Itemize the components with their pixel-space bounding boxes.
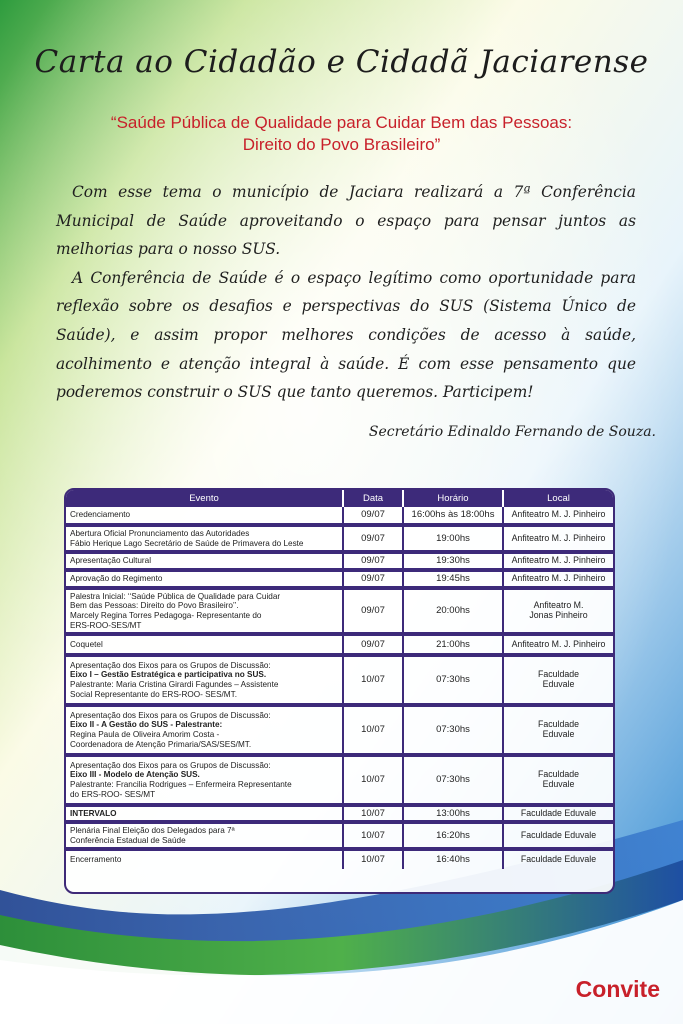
table-row — [66, 525, 613, 552]
local-line: Anfiteatro M. J. Pinheiro — [511, 638, 606, 649]
cell-data: 10/07 — [343, 705, 403, 755]
local-line: Faculdade Eduvale — [520, 807, 597, 818]
theme-subtitle — [40, 112, 643, 156]
evento-line: Palestrante: Francilia Rodrigues – Enfermeira Representante — [70, 780, 292, 789]
cell-horario: 19:00hs — [403, 525, 503, 552]
cell-local — [503, 634, 613, 655]
cell-horario: 20:00hs — [403, 588, 503, 634]
local-line: Faculdade — [537, 719, 580, 730]
table-row — [66, 849, 613, 869]
table-row — [66, 634, 613, 655]
evento-line: Fábio Herique Lago Secretário de Saúde de Primavera do Leste — [70, 538, 304, 548]
cell-local — [503, 570, 613, 588]
cell-evento — [66, 525, 343, 552]
cell-local — [503, 588, 613, 634]
invitation-label: Convite — [575, 976, 660, 1002]
evento-line: Regina Paula de Oliveira Amorim Costa - — [70, 730, 220, 739]
cell-horario: 16:40hs — [403, 849, 503, 869]
local-line: Faculdade — [537, 769, 580, 780]
letter-body — [56, 178, 636, 407]
cell-local — [503, 805, 613, 822]
cell-local — [503, 822, 613, 849]
table-row — [66, 805, 613, 822]
cell-horario: 13:00hs — [403, 805, 503, 822]
cell-horario: 07:30hs — [403, 755, 503, 805]
evento-line: Coordenadora de Atenção Primaria/SAS/SES/MT. — [70, 739, 252, 749]
local-line: Eduvale — [542, 779, 575, 789]
subtitle-line-1: “Saúde Pública de Qualidade para Cuidar Bem das Pessoas: — [110, 113, 573, 132]
evento-line: Eixo II - A Gestão do SUS - Palestrante: — [70, 720, 223, 730]
evento-line: Palestrante: Maria Cristina Girardi Fagundes – Assistente — [70, 680, 279, 689]
local-line: Anfiteatro M. J. Pinheiro — [511, 555, 606, 566]
cell-evento — [66, 705, 343, 755]
body-paragraph-1: Com esse tema o município de Jaciara realizará a 7ª Conferência Municipal de Saúde aproveitando o espaço para pensar juntos as melhorias para o nosso SUS. — [56, 183, 636, 259]
local-line: Anfiteatro M. J. Pinheiro — [511, 573, 606, 584]
local-line: Eduvale — [542, 729, 575, 739]
cell-data: 10/07 — [343, 655, 403, 705]
evento-line: Coquetel — [70, 639, 103, 649]
cell-evento — [66, 507, 343, 525]
schedule-table — [64, 488, 615, 894]
cell-horario: 07:30hs — [403, 705, 503, 755]
evento-line: Eixo I – Gestão Estratégica e participativa no SUS. — [70, 670, 267, 680]
evento-line: Credenciamento — [70, 510, 131, 520]
cell-local — [503, 849, 613, 869]
local-line: Anfiteatro M. J. Pinheiro — [511, 509, 606, 520]
cell-local — [503, 705, 613, 755]
cell-evento — [66, 849, 343, 869]
evento-line: Apresentação Cultural — [70, 556, 152, 566]
cell-data: 09/07 — [343, 588, 403, 634]
table-row — [66, 655, 613, 705]
local-line: Faculdade Eduvale — [520, 829, 597, 840]
cell-data: 10/07 — [343, 755, 403, 805]
cell-horario: 21:00hs — [403, 634, 503, 655]
cell-evento — [66, 588, 343, 634]
cell-local — [503, 507, 613, 525]
cell-data: 09/07 — [343, 507, 403, 525]
cell-data: 09/07 — [343, 634, 403, 655]
local-line: Anfiteatro M. — [533, 600, 584, 611]
evento-line: Abertura Oficial Pronunciamento das Autoridades — [70, 528, 250, 538]
schedule-header-row — [66, 490, 613, 507]
body-paragraph-2: A Conferência de Saúde é o espaço legítimo como oportunidade para reflexão sobre os desafios e perspectivas do SUS (Sistema Único de Saúde), e assim propor melhores condições de acesso à saúde, acolhimento e atenção integral à saúde. É com esse pensamento que poderemos construir o SUS que tanto queremos. Participem! — [56, 268, 636, 402]
evento-line: Aprovação do Regimento — [70, 574, 163, 584]
evento-line: Conferência Estadual de Saúde — [70, 835, 186, 845]
local-line: Faculdade Eduvale — [520, 854, 597, 865]
cell-horario: 07:30hs — [403, 655, 503, 705]
cell-evento — [66, 570, 343, 588]
subtitle-line-2: Direito do Povo Brasileiro” — [242, 135, 441, 154]
evento-line: Marcely Regina Torres Pedagoga- Representante do — [70, 611, 262, 620]
evento-line: Apresentação dos Eixos para os Grupos de Discussão: — [70, 710, 271, 720]
cell-evento — [66, 805, 343, 822]
cell-local — [503, 552, 613, 570]
cell-data: 10/07 — [343, 822, 403, 849]
evento-line: INTERVALO — [70, 808, 117, 818]
cell-data: 09/07 — [343, 525, 403, 552]
cell-horario: 16:20hs — [403, 822, 503, 849]
table-row — [66, 755, 613, 805]
cell-data: 09/07 — [343, 570, 403, 588]
table-row — [66, 588, 613, 634]
header-evento: Evento — [66, 490, 343, 507]
cell-evento — [66, 634, 343, 655]
cell-horario: 19:30hs — [403, 552, 503, 570]
cell-local — [503, 655, 613, 705]
table-row — [66, 552, 613, 570]
cell-data: 09/07 — [343, 552, 403, 570]
evento-line: Plenária Final Eleição dos Delegados para 7ª — [70, 825, 235, 835]
evento-line: Apresentação dos Eixos para os Grupos de Discussão: — [70, 760, 271, 770]
cell-local — [503, 755, 613, 805]
local-line: Eduvale — [542, 679, 575, 689]
local-line: Anfiteatro M. J. Pinheiro — [511, 532, 606, 543]
page-title: Carta ao Cidadão e Cidadã Jaciarense — [34, 44, 649, 80]
table-row — [66, 570, 613, 588]
evento-line: ERS-ROO-SES/MT — [70, 620, 142, 630]
cell-evento — [66, 755, 343, 805]
cell-horario: 16:00hs às 18:00hs — [403, 507, 503, 525]
cell-evento — [66, 655, 343, 705]
evento-line: do ERS-ROO- SES/MT — [70, 789, 156, 799]
cell-local — [503, 525, 613, 552]
cell-data: 10/07 — [343, 805, 403, 822]
evento-line: Eixo III - Modelo de Atenção SUS. — [70, 770, 200, 780]
cell-evento — [66, 552, 343, 570]
table-row — [66, 507, 613, 525]
evento-line: Apresentação dos Eixos para os Grupos de Discussão: — [70, 660, 271, 670]
header-horario: Horário — [403, 490, 503, 507]
evento-line: Bem das Pessoas: Direito do Povo Brasileiro’’. — [70, 601, 239, 611]
signature: Secretário Edinaldo Fernando de Souza. — [368, 424, 656, 440]
table-row — [66, 705, 613, 755]
evento-line: Encerramento — [70, 855, 122, 865]
local-line: Jonas Pinheiro — [529, 610, 588, 620]
schedule-body — [66, 507, 613, 869]
cell-evento — [66, 822, 343, 849]
local-line: Faculdade — [537, 669, 580, 680]
header-data: Data — [343, 490, 403, 507]
cell-horario: 19:45hs — [403, 570, 503, 588]
evento-line: Palestra Inicial: ‘‘Saúde Pública de Qualidade para Cuidar — [70, 591, 281, 601]
cell-data: 10/07 — [343, 849, 403, 869]
header-local: Local — [503, 490, 613, 507]
evento-line: Social Representante do ERS-ROO- SES/MT. — [70, 689, 237, 699]
table-row — [66, 822, 613, 849]
